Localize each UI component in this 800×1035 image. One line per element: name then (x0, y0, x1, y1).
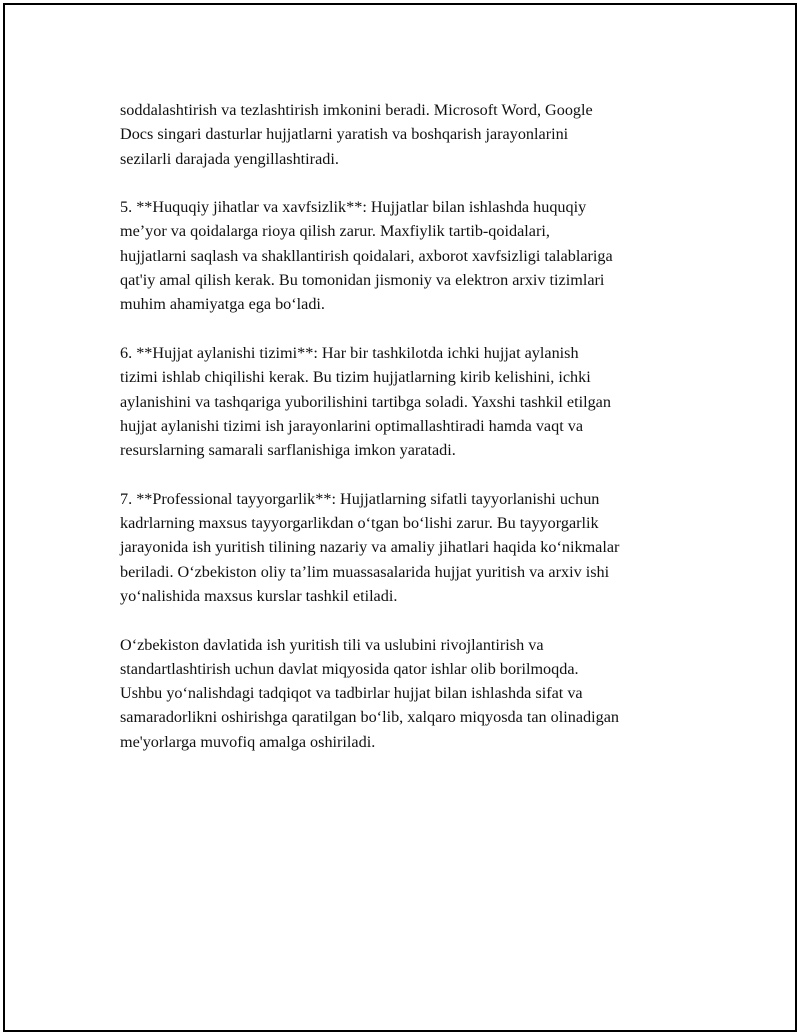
paragraph-document-flow: 6. **Hujjat aylanishi tizimi**: Har bir tashkilotda ichki hujjat aylanish tizimi ishlab chiqilishi kerak. Bu tizim hujjatlarning kirib kelishini, ichki aylanishini va tashqariga yuborilishini tartibga soladi. Yaxshi tashkil etilgan hujjat aylanishi tizimi ish jarayonlarini optimallashtiradi hamda vaqt va resurslarning samarali sarflanishiga imkon yaratadi. (120, 343, 611, 460)
paragraph-legal-security: 5. **Huquqiy jihatlar va xavfsizlik**: Hujjatlar bilan ishlashda huquqiy me’yor va qoidalarga rioya qilish zarur. Maxfiylik tartib-qoidalari, hujjatlarni saqlash va shakllantirish qoidalari, axborot xavfsizligi talablariga qat'iy amal qilish kerak. Bu tomonidan jismoniy va elektron arxiv tizimlari muhim ahamiyatga ega boʻladi. (120, 198, 613, 314)
paragraph-professional-training: 7. **Professional tayyorgarlik**: Hujjatlarning sifatli tayyorlanishi uchun kadrlarning maxsus tayyorgarlikdan oʻtgan boʻlishi zarur. Bu tayyorgarlik jarayonida ish yuritish tilining nazariy va amaliy jihatlari haqida koʻnikmalar beriladi. Oʻzbekiston oliy ta’lim muassasalarida hujjat yuritish va arxiv ishi yoʻnalishida maxsus kurslar tashkil etiladi. (120, 489, 620, 605)
paragraph-conclusion: Oʻzbekiston davlatida ish yuritish tili va uslubini rivojlantirish va standartlashtirish uchun davlat miqyosida qator ishlar olib borilmoqda. Ushbu yoʻnalishdagi tadqiqot va tadbirlar hujjat bilan ishlashda sifat va samaradorlikni oshirishga qaratilgan boʻlib, xalqaro miqyosda tan olinadigan me'yorlarga muvofiq amalga oshiriladi. (120, 635, 619, 751)
document-page (3, 3, 797, 1032)
document-body (120, 98, 710, 778)
paragraph-intro-continuation: soddalashtirish va tezlashtirish imkonini beradi. Microsoft Word, Google Docs singari dasturlar hujjatlarni yaratish va boshqarish jarayonlarini sezilarli darajada yengillashtiradi. (120, 101, 593, 168)
